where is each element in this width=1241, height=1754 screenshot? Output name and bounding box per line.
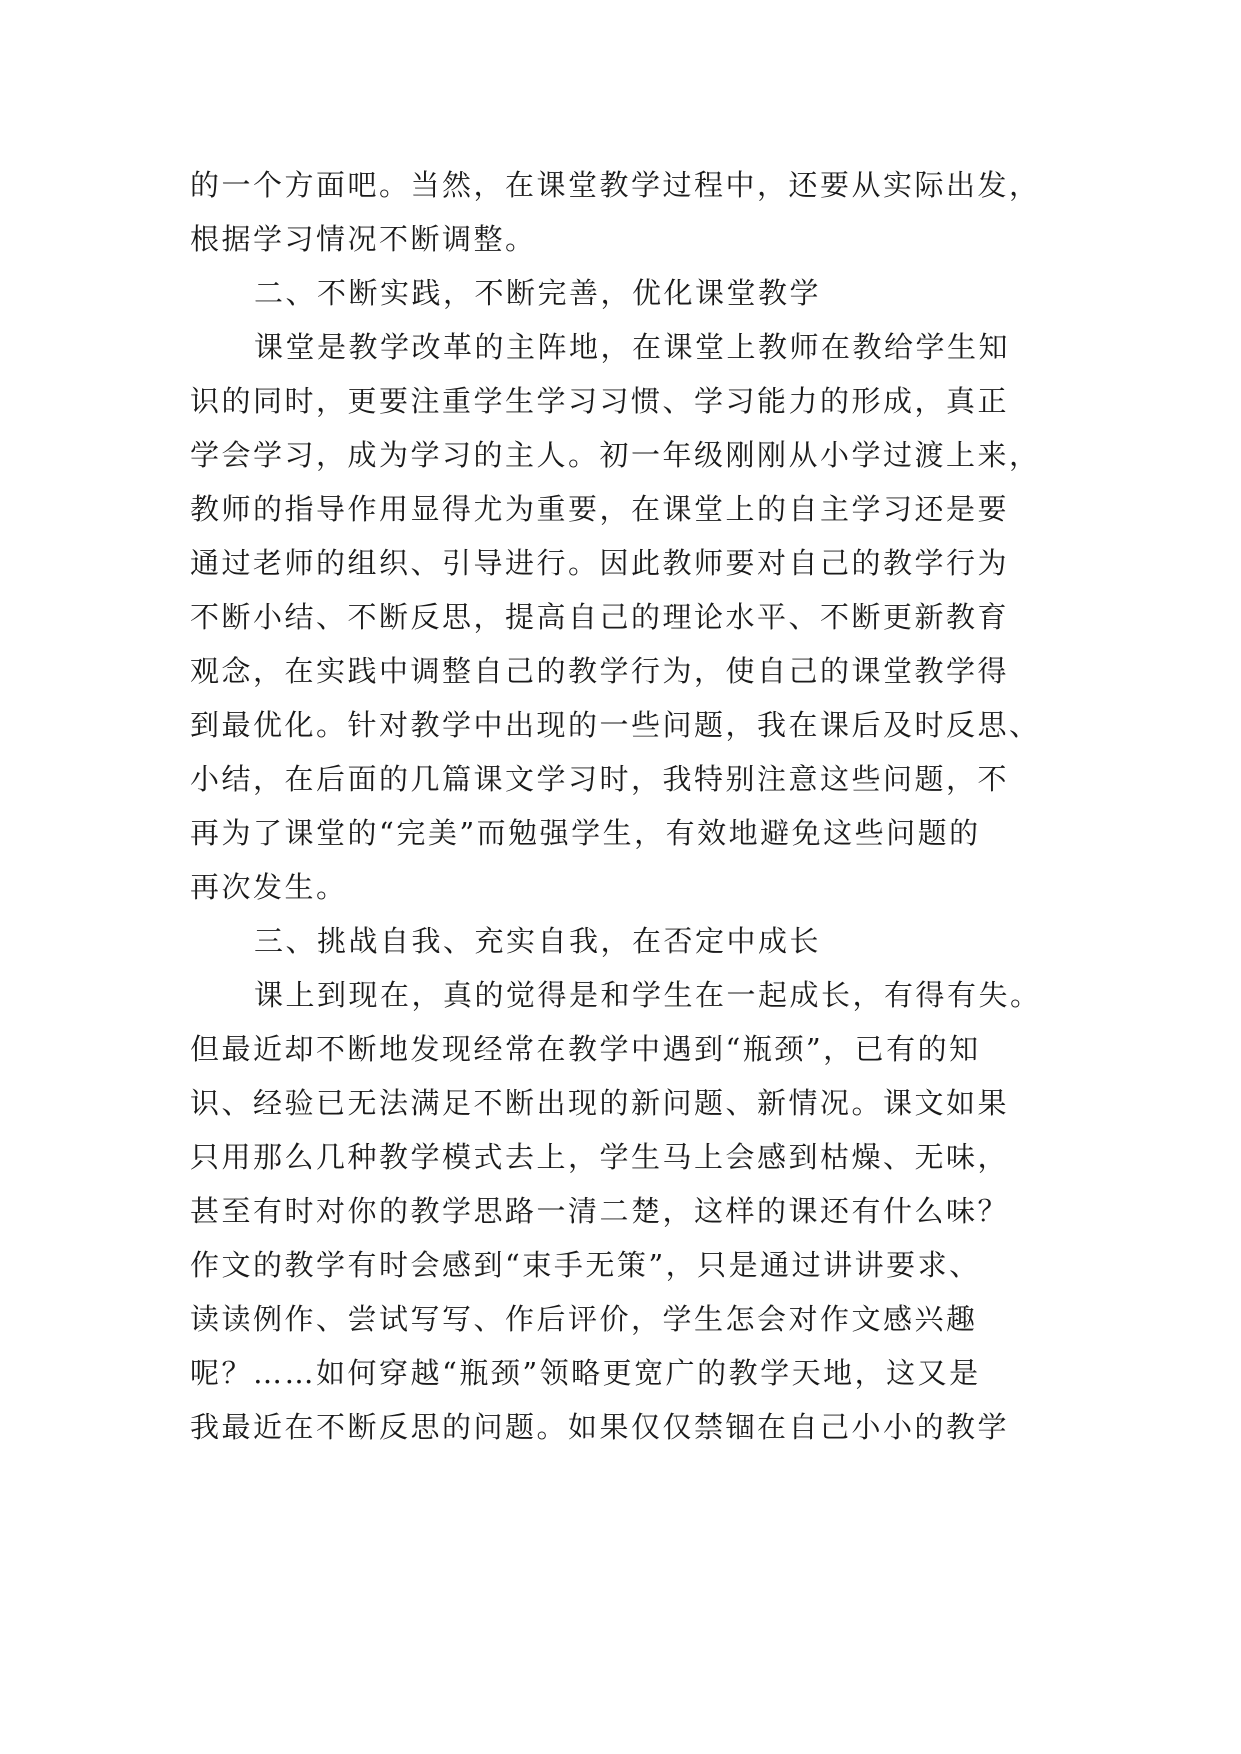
text-line: 识的同时，更要注重学生学习习惯、学习能力的形成，真正 — [190, 384, 1010, 418]
text-line: 作文的教学有时会感到“束手无策”，只是通过讲讲要求、 — [190, 1248, 981, 1282]
text-line: 教师的指导作用显得尤为重要，在课堂上的自主学习还是要 — [190, 492, 1010, 526]
text-line: 课堂是教学改革的主阵地，在课堂上教师在教给学生知 — [254, 330, 1011, 364]
text-line: 再次发生。 — [190, 870, 348, 904]
text-line: 小结，在后面的几篇课文学习时，我特别注意这些问题，不 — [190, 762, 1010, 796]
text-line: 观念，在实践中调整自己的教学行为，使自己的课堂教学得 — [190, 654, 1010, 688]
text-line: 识、经验已无法满足不断出现的新问题、新情况。课文如果 — [190, 1086, 1010, 1120]
text-line: 根据学习情况不断调整。 — [190, 222, 537, 256]
text-line: 甚至有时对你的教学思路一清二楚，这样的课还有什么味？ — [190, 1194, 1010, 1228]
text-line: 通过老师的组织、引导进行。因此教师要对自己的教学行为 — [190, 546, 1010, 580]
section-heading: 二、不断实践，不断完善，优化课堂教学 — [254, 276, 822, 310]
body-text — [190, 158, 1060, 1454]
text-line: 但最近却不断地发现经常在教学中遇到“瓶颈”，已有的知 — [190, 1032, 981, 1066]
text-line: 课上到现在，真的觉得是和学生在一起成长，有得有失。 — [254, 978, 1042, 1012]
text-line: 呢？……如何穿越“瓶颈”领略更宽广的教学天地，这又是 — [190, 1356, 981, 1390]
text-line: 读读例作、尝试写写、作后评价，学生怎会对作文感兴趣 — [190, 1302, 978, 1336]
text-line: 学会学习，成为学习的主人。初一年级刚刚从小学过渡上来， — [190, 438, 1041, 472]
text-line: 不断小结、不断反思，提高自己的理论水平、不断更新教育 — [190, 600, 1010, 634]
text-line: 的一个方面吧。当然，在课堂教学过程中，还要从实际出发， — [190, 168, 1041, 202]
text-line: 我最近在不断反思的问题。如果仅仅禁锢在自己小小的教学 — [190, 1410, 1010, 1444]
text-line: 只用那么几种教学模式去上，学生马上会感到枯燥、无味， — [190, 1140, 1010, 1174]
text-line: 到最优化。针对教学中出现的一些问题，我在课后及时反思、 — [190, 708, 1041, 742]
text-line: 再为了课堂的“完美”而勉强学生，有效地避免这些问题的 — [190, 816, 981, 850]
section-heading: 三、挑战自我、充实自我，在否定中成长 — [254, 924, 822, 958]
